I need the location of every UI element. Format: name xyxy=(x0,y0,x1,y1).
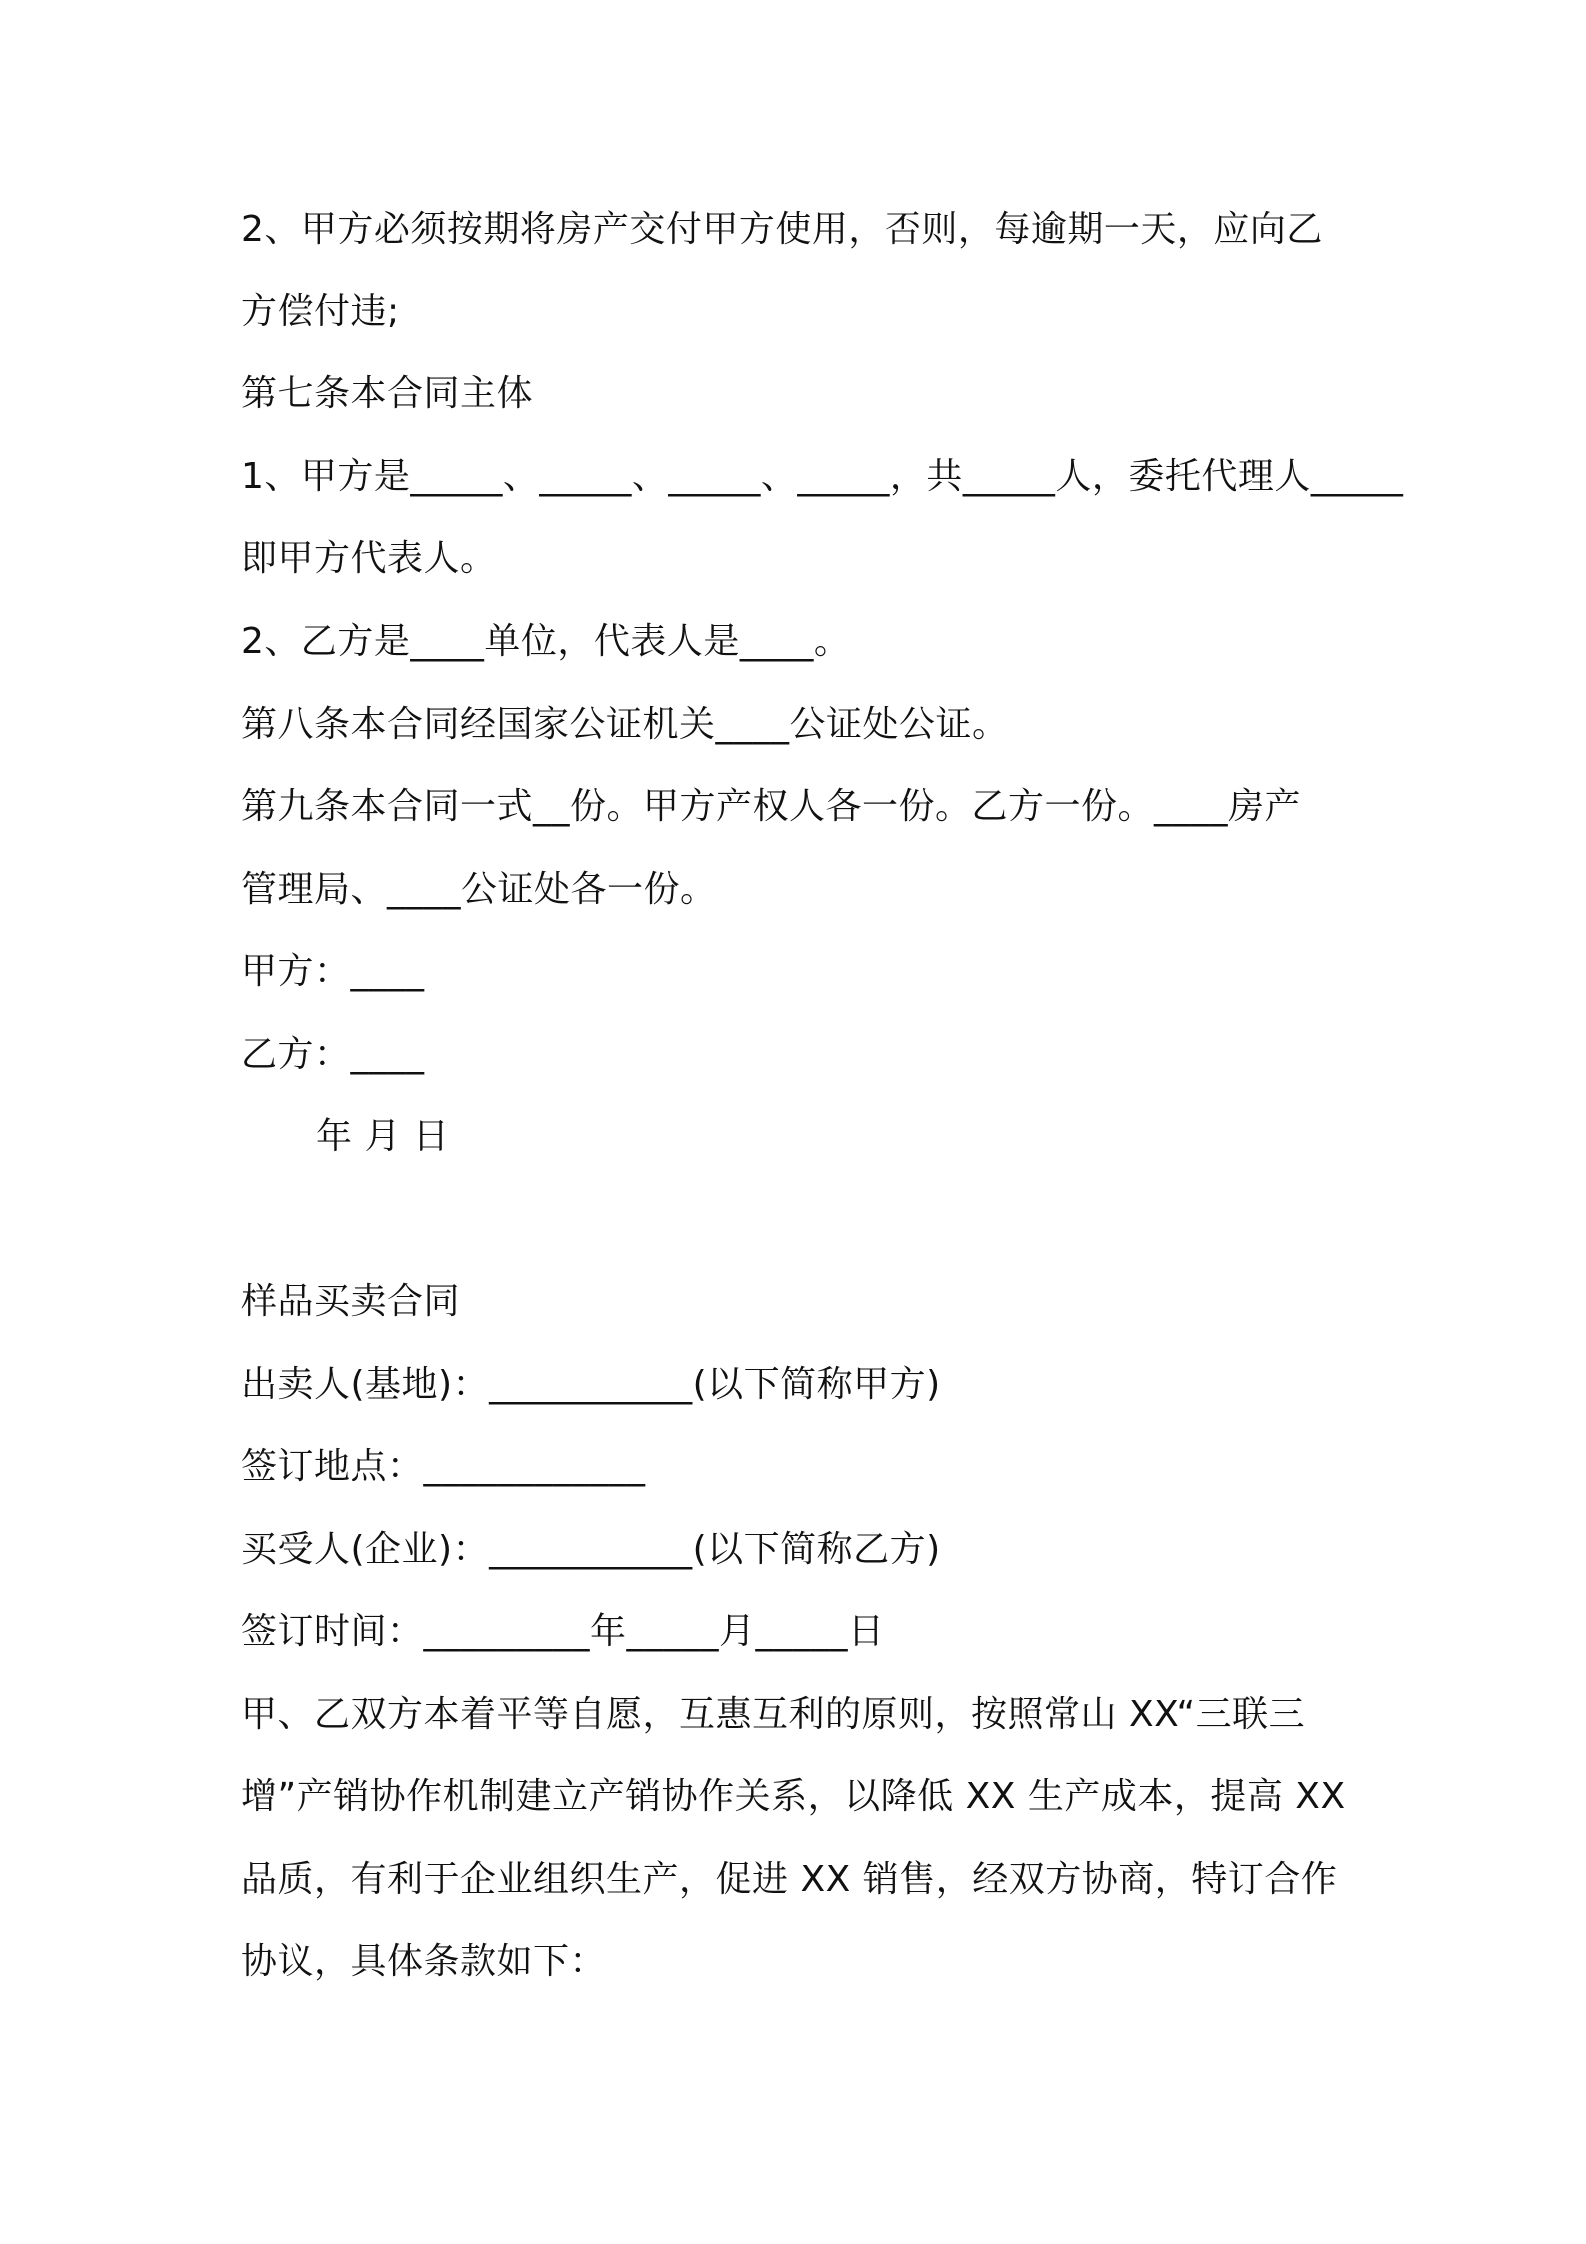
article-line: 管理局、____公证处各一份。 xyxy=(241,869,717,910)
preamble-line: 甲、乙双方本着平等自愿，互惠互利的原则，按照常山 XX“三联三 xyxy=(241,1694,1306,1735)
signing-time-line: 签订时间：_________年_____月_____日 xyxy=(241,1611,885,1652)
party-b-signature-line: 乙方：____ xyxy=(241,1034,425,1075)
preamble-line: 品质，有利于企业组织生产，促进 XX 销售，经双方协商，特订合作 xyxy=(241,1859,1338,1900)
party-a-signature-line: 甲方：____ xyxy=(241,951,425,992)
clause-line: 方偿付违; xyxy=(241,291,400,332)
signing-place-line: 签订地点：____________ xyxy=(241,1446,646,1487)
clause-line: 即甲方代表人。 xyxy=(241,538,497,579)
signature-date-line: 年 月 日 xyxy=(316,1116,450,1157)
clause-line: 2、乙方是____单位，代表人是____。 xyxy=(241,621,851,662)
article-line: 第九条本合同一式__份。甲方产权人各一份。乙方一份。____房产 xyxy=(241,786,1302,827)
clause-line: 1、甲方是_____、_____、_____、_____，共_____人，委托代理人_____ xyxy=(241,456,1404,497)
clause-line: 2、甲方必须按期将房产交付甲方使用，否则，每逾期一天，应向乙 xyxy=(241,209,1323,250)
buyer-line: 买受人(企业)：___________(以下简称乙方) xyxy=(241,1529,941,1570)
article-heading: 第七条本合同主体 xyxy=(241,373,534,414)
contract-title: 样品买卖合同 xyxy=(241,1281,461,1322)
preamble-line: 增”产销协作机制建立产销协作关系，以降低 XX 生产成本，提高 XX xyxy=(241,1776,1346,1817)
preamble-line: 协议，具体条款如下： xyxy=(241,1941,607,1982)
seller-line: 出卖人(基地)：___________(以下简称甲方) xyxy=(241,1364,941,1405)
article-line: 第八条本合同经国家公证机关____公证处公证。 xyxy=(241,704,1009,745)
